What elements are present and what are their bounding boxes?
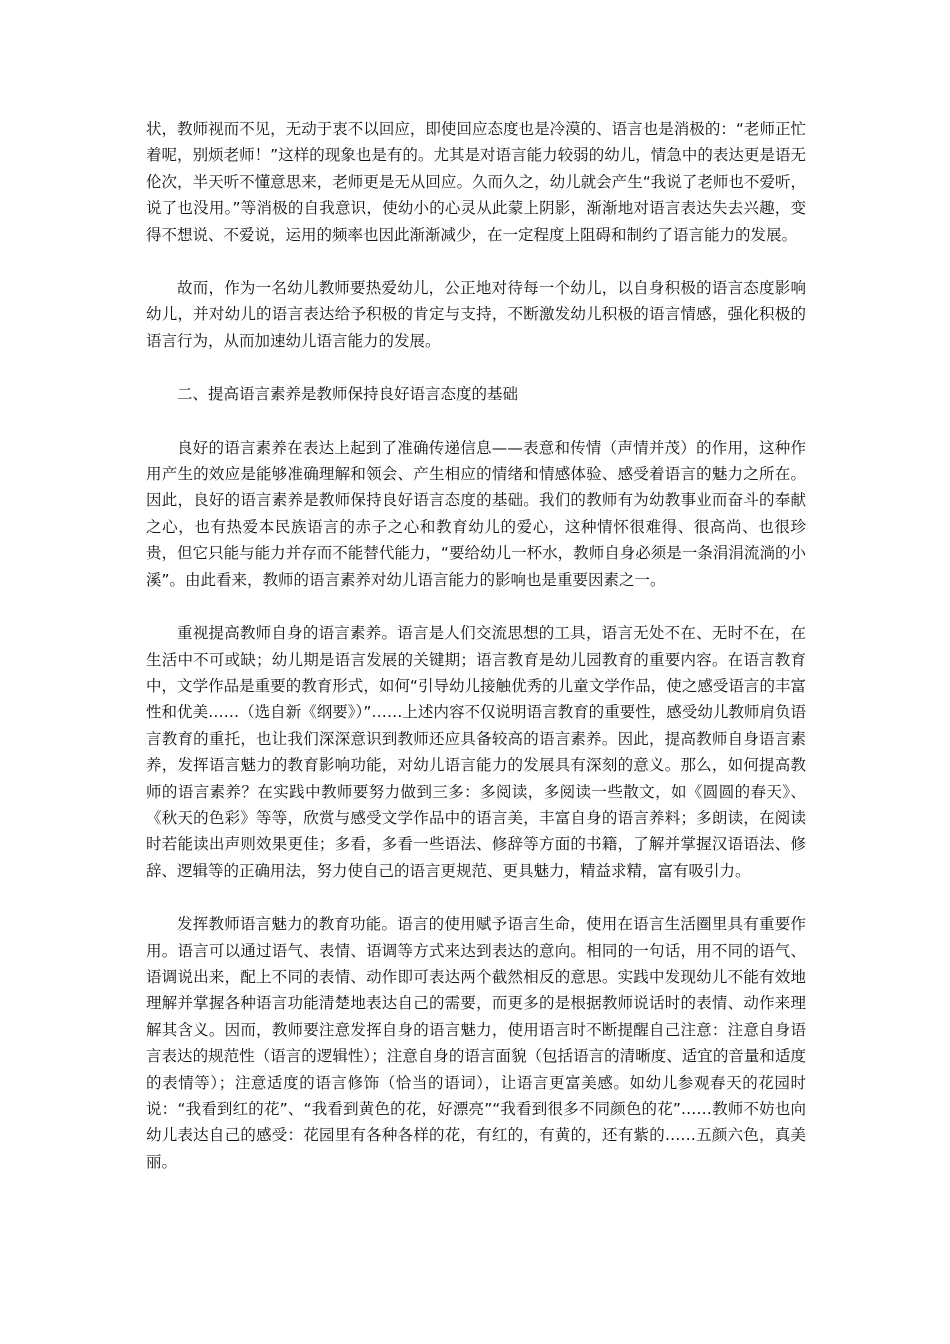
paragraph-continuation: 状，教师视而不见，无动于衷不以回应，即使回应态度也是冷漠的、语言也是消极的：“老师正忙着呢，别烦老师！”这样的现象也是有的。尤其是对语言能力较弱的幼儿，情急中的表达更是语无伦次，半天听不懂意思来，老师更是无从回应。久而久之，幼儿就会产生“我说了老师也不爱听，说了也没用。”等消极的自我意识，使幼小的心灵从此蒙上阴影，渐渐地对语言表达失去兴趣，变得不想说、不爱说，运用的频率也因此渐渐减少，在一定程度上阻碍和制约了语言能力的发展。 bbox=[146, 120, 806, 244]
paragraph-language-charm: 发挥教师语言魅力的教育功能。语言的使用赋予语言生命，使用在语言生活圈里具有重要作用。语言可以通过语气、表情、语调等方式来达到表达的意向。相同的一句话，用不同的语气、语调说出来，配上不同的表情、动作即可表达两个截然相反的意思。实践中发现幼儿不能有效地理解并掌握各种语言功能清楚地表达自己的需要，而更多的是根据教师说话时的表情、动作来理解其含义。因而，教师要注意发挥自身的语言魅力，使用语言时不断提醒自己注意：注意自身语言表达的规范性（语言的逻辑性）；注意自身的语言面貌（包括语言的清晰度、适宜的音量和适度的表情等）；注意适度的语言修饰（恰当的语词），让语言更富美感。如幼儿参观春天的花园时说：“我看到红的花”、“我看到黄色的花，好漂亮”“我看到很多不同颜色的花”……教师不妨也向幼儿表达自己的感受：花园里有各种各样的花，有红的，有黄的，还有紫的……五颜六色，真美丽。 bbox=[146, 915, 806, 1171]
paragraph-conclusion: 故而，作为一名幼儿教师要热爱幼儿，公正地对待每一个幼儿，以自身积极的语言态度影响幼儿，并对幼儿的语言表达给予积极的肯定与支持，不断激发幼儿积极的语言情感，强化积极的语言行为，从而加速幼儿语言能力的发展。 bbox=[146, 279, 806, 350]
document-body bbox=[146, 116, 806, 1202]
section-heading: 二、提高语言素养是教师保持良好语言态度的基础 bbox=[177, 385, 519, 404]
paragraph-improve-literacy: 重视提高教师自身的语言素养。语言是人们交流思想的工具，语言无处不在、无时不在，在生活中不可或缺；幼儿期是语言发展的关键期；语言教育是幼儿园教育的重要内容。在语言教育中，文学作品是重要的教育形式，如何“引导幼儿接触优秀的儿童文学作品，使之感受语言的丰富性和优美……（选自新《纲要》）”……上述内容不仅说明语言教育的重要性，感受幼儿教师肩负语言教育的重托，也让我们深深意识到教师还应具备较高的语言素养。因此，提高教师自身语言素养，发挥语言魅力的教育影响功能，对幼儿语言能力的发展具有深刻的意义。那么，如何提高教师的语言素养？在实践中教师要努力做到三多：多阅读，多阅读一些散文，如《圆圆的春天》、《秋天的色彩》等等，欣赏与感受文学作品中的语言美，丰富自身的语言养料；多朗读，在阅读时若能读出声则效果更佳；多看，多看一些语法、修辞等方面的书籍，了解并掌握汉语语法、修辞、逻辑等的正确用法，努力使自己的语言更规范、更具魅力，精益求精，富有吸引力。 bbox=[146, 624, 806, 880]
paragraph-language-literacy: 良好的语言素养在表达上起到了准确传递信息——表意和传情（声情并茂）的作用，这种作用产生的效应是能够准确理解和领会、产生相应的情绪和情感体验、感受着语言的魅力之所在。因此，良好的语言素养是教师保持良好语言态度的基础。我们的教师有为幼教事业而奋斗的奉献之心，也有热爱本民族语言的赤子之心和教育幼儿的爱心，这种情怀很难得、很高尚、也很珍贵，但它只能与能力并存而不能替代能力，“要给幼儿一杯水，教师自身必须是一条涓涓流淌的小溪”。由此看来，教师的语言素养对幼儿语言能力的影响也是重要因素之一。 bbox=[146, 438, 806, 589]
